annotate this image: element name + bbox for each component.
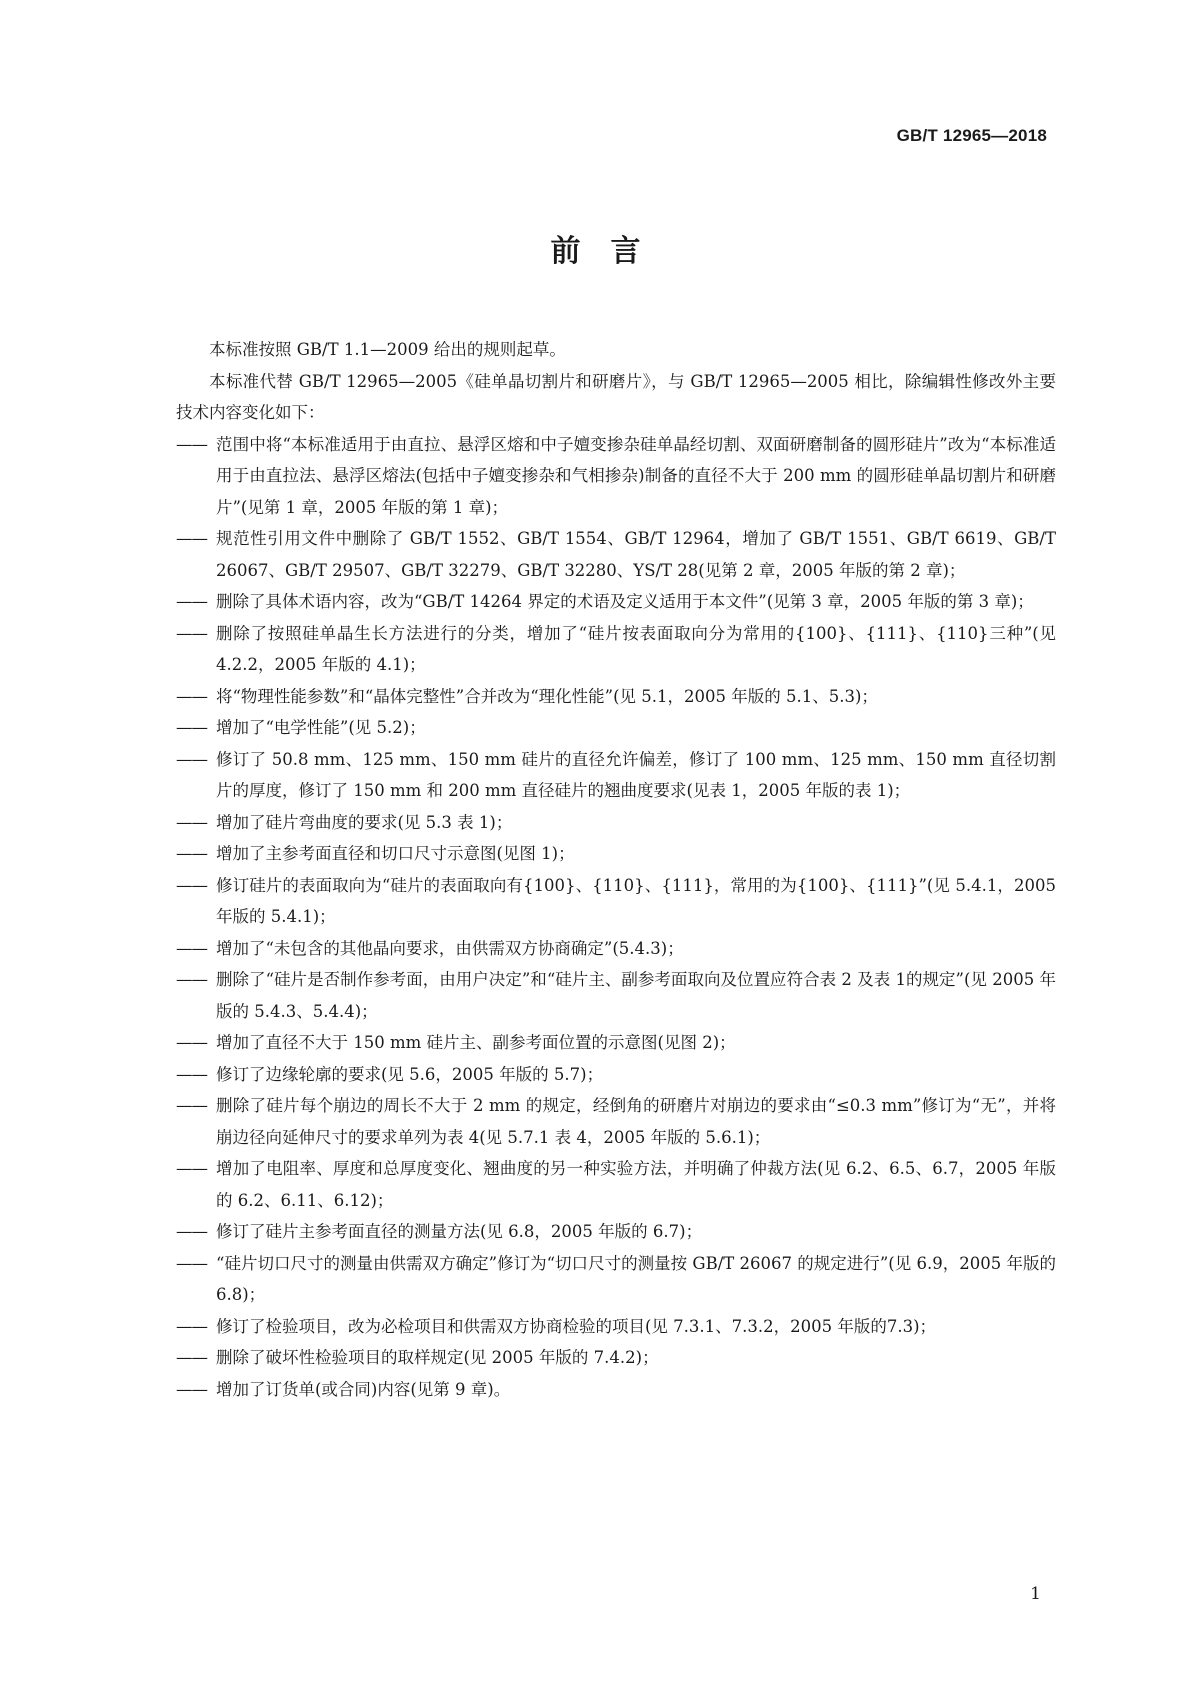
list-dash: —— [176, 529, 207, 548]
change-text: 修订硅片的表面取向为“硅片的表面取向有{100}、{110}、{111}，常用的为{100}、{111}”(见 5.4.1，2005 年版的 5.4.1)； [216, 875, 1056, 926]
change-text: 修订了边缘轮廓的要求(见 5.6，2005 年版的 5.7)； [216, 1064, 604, 1084]
page-number: 1 [1030, 1584, 1041, 1604]
list-dash: —— [176, 938, 207, 958]
list-dash: —— [176, 1316, 207, 1336]
list-dash: —— [176, 1064, 207, 1084]
change-list-item [176, 523, 1056, 586]
change-text: 删除了破坏性检验项目的取样规定(见 2005 年版的 7.4.2)； [216, 1348, 659, 1367]
change-list-item [176, 1311, 1056, 1343]
change-list-item [176, 744, 1056, 807]
change-list-item [176, 586, 1056, 618]
change-text: 删除了按照硅单晶生长方法进行的分类，增加了“硅片按表面取向分为常用的{100}、{111}、{110}三种”(见 4.2.2，2005 年版的 4.1)； [216, 623, 1056, 674]
change-list-item [176, 618, 1056, 681]
change-list-item [176, 1248, 1056, 1311]
change-list-item [176, 429, 1056, 524]
document-body [176, 334, 1056, 1405]
change-text: 增加了“电学性能”(见 5.2)； [216, 718, 426, 737]
change-list-item [176, 1027, 1056, 1059]
change-text: 修订了 50.8 mm、125 mm、150 mm 硅片的直径允许偏差，修订了 100 mm、125 mm、150 mm 直径切割片的厚度，修订了 150 mm 和 200 mm 直径硅片的翘曲度要求(见表 1，2005 年版的表 1)； [216, 749, 1056, 800]
list-dash: —— [176, 686, 207, 706]
change-list-item [176, 1059, 1056, 1091]
change-text: 增加了直径不大于 150 mm 硅片主、副参考面位置的示意图(见图 2)； [216, 1033, 736, 1052]
change-list-item [176, 870, 1056, 933]
change-list-item [176, 807, 1056, 839]
change-list-item [176, 1216, 1056, 1248]
page-title: 前言 [550, 234, 671, 269]
change-list-item [176, 933, 1056, 965]
change-list-item [176, 1153, 1056, 1216]
change-text: 删除了具体术语内容，改为“GB/T 14264 界定的术语及定义适用于本文件”(见第 3 章，2005 年版的第 3 章)； [216, 592, 1034, 611]
change-text: 范围中将“本标准适用于由直拉、悬浮区熔和中子嬗变掺杂硅单晶经切割、双面研磨制备的圆形硅片”改为“本标准适用于由直拉法、悬浮区熔法(包括中子嬗变掺杂和气相掺杂)制备的直径不大于 200 mm 的圆形硅单晶切割片和研磨片”(见第 1 章，2005 年版的第 1 章)； [216, 434, 1056, 517]
change-list-item [176, 838, 1056, 870]
change-text: 规范性引用文件中删除了 GB/T 1552、GB/T 1554、GB/T 12964，增加了 GB/T 1551、GB/T 6619、GB/T 26067、GB/T 29507、GB/T 32279、GB/T 32280、YS/T 28(见第 2 章，2005 年版的第 2 章)； [216, 529, 1056, 580]
list-dash: —— [176, 812, 207, 832]
list-dash: —— [176, 1253, 207, 1273]
list-dash: —— [176, 623, 207, 643]
change-text: 删除了硅片每个崩边的周长不大于 2 mm 的规定，经倒角的研磨片对崩边的要求由“≤0.3 mm”修订为“无”，并将崩边径向延伸尺寸的要求单列为表 4(见 5.7.1 表 4，2005 年版的 5.6.1)； [216, 1096, 1056, 1147]
list-dash: —— [176, 1033, 207, 1052]
change-list-item [176, 681, 1056, 713]
change-text: 修订了检验项目，改为必检项目和供需双方协商检验的项目(见 7.3.1、7.3.2，2005 年版的7.3)； [216, 1316, 937, 1336]
list-dash: —— [176, 844, 207, 863]
change-text: 增加了“未包含的其他晶向要求，由供需双方协商确定”(5.4.3)； [216, 938, 684, 958]
change-text: 删除了“硅片是否制作参考面，由用户决定”和“硅片主、副参考面取向及位置应符合表 2 及表 1的规定”(见 2005 年版的 5.4.3、5.4.4)； [216, 970, 1056, 1021]
change-text: 增加了订货单(或合同)内容(见第 9 章)。 [216, 1379, 511, 1399]
change-list-item [176, 1090, 1056, 1153]
change-text: 增加了主参考面直径和切口尺寸示意图(见图 1)； [216, 844, 575, 863]
list-dash: —— [176, 875, 207, 895]
change-list [176, 429, 1056, 1406]
standard-code: GB/T 12965—2018 [896, 126, 1047, 145]
list-dash: —— [176, 718, 207, 737]
list-dash: —— [176, 1159, 207, 1178]
list-dash: —— [176, 592, 207, 611]
change-list-item [176, 1342, 1056, 1374]
list-dash: —— [176, 1096, 207, 1115]
change-text: “硅片切口尺寸的测量由供需双方确定”修订为“切口尺寸的测量按 GB/T 26067 的规定进行”(见 6.9，2005 年版的 6.8)； [216, 1253, 1056, 1304]
change-list-item [176, 1374, 1056, 1406]
list-dash: —— [176, 1379, 207, 1399]
intro-paragraph-2: 本标准代替 GB/T 12965—2005《硅单晶切割片和研磨片》，与 GB/T 12965—2005 相比，除编辑性修改外主要技术内容变化如下： [176, 371, 1056, 422]
change-list-item [176, 964, 1056, 1027]
list-dash: —— [176, 1222, 207, 1241]
list-dash: —— [176, 434, 207, 454]
change-list-item [176, 712, 1056, 744]
change-text: 增加了电阻率、厚度和总厚度变化、翘曲度的另一种实验方法，并明确了仲裁方法(见 6.2、6.5、6.7，2005 年版的 6.2、6.11、6.12)； [216, 1159, 1056, 1210]
list-dash: —— [176, 749, 207, 769]
list-dash: —— [176, 970, 207, 989]
change-text: 修订了硅片主参考面直径的测量方法(见 6.8，2005 年版的 6.7)； [216, 1222, 703, 1241]
change-text: 将“物理性能参数”和“晶体完整性”合并改为“理化性能”(见 5.1，2005 年版的 5.1、5.3)； [216, 686, 878, 706]
intro-paragraph-1: 本标准按照 GB/T 1.1—2009 给出的规则起草。 [209, 340, 566, 359]
list-dash: —— [176, 1348, 207, 1367]
change-text: 增加了硅片弯曲度的要求(见 5.3 表 1)； [216, 812, 513, 832]
